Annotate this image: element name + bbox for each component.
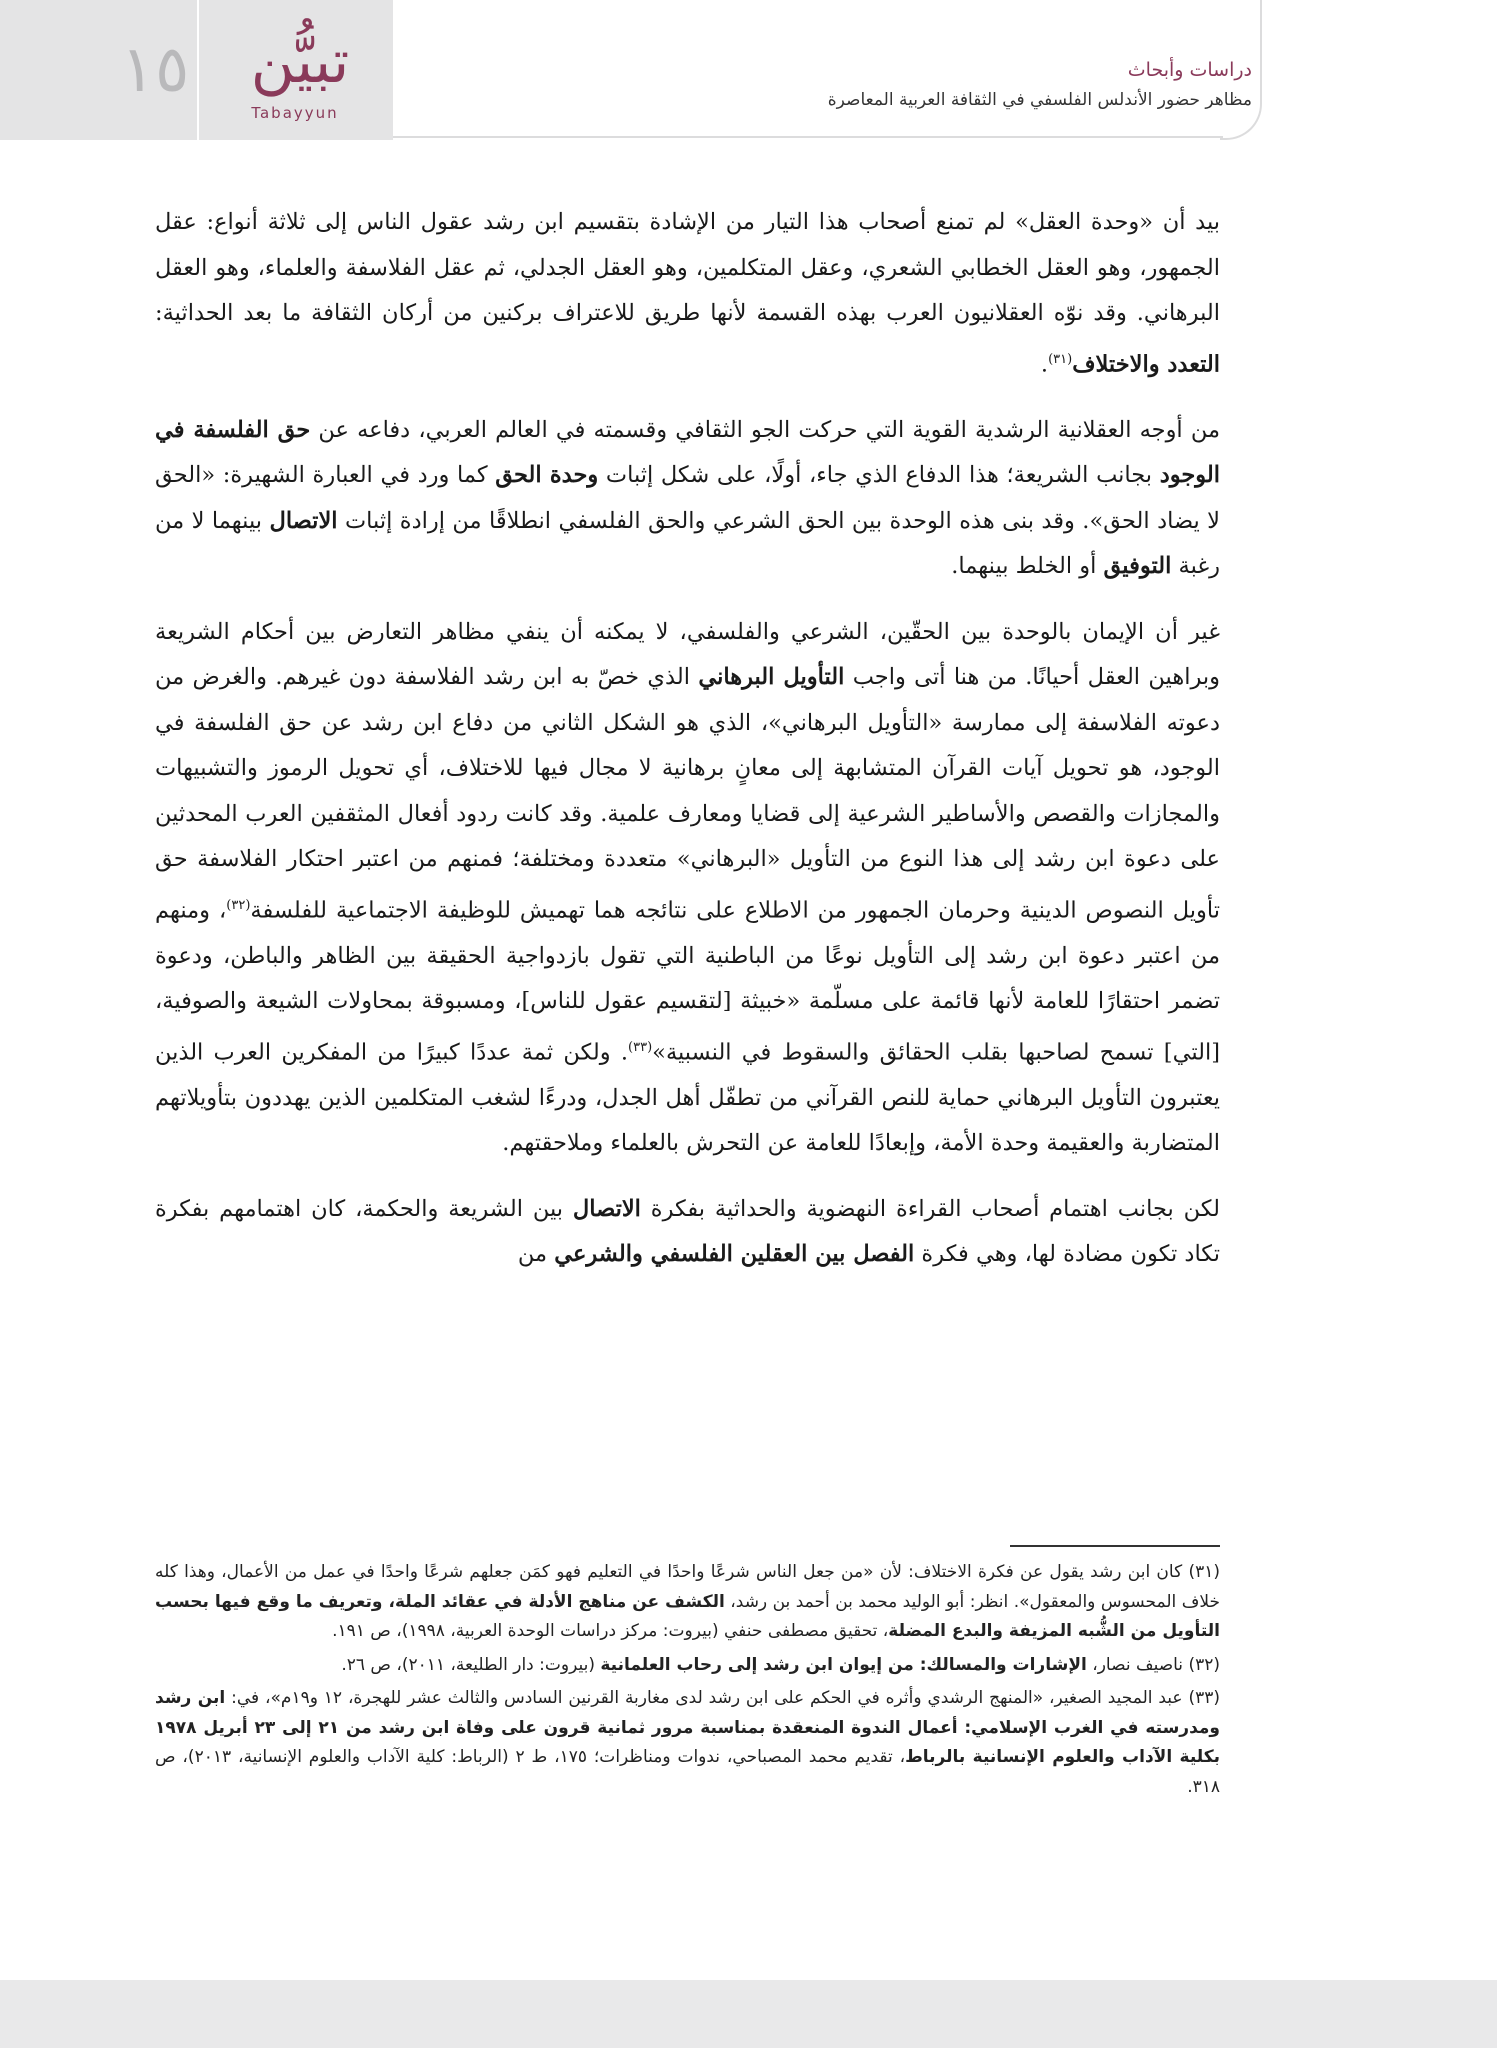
text-run: الذي خصّ به ابن رشد الفلاسفة دون غيرهم. والغرض من دعوته الفلاسفة إلى ممارسة «التأويل البرهاني»، الذي هو الشكل الثاني من دفاع ابن رشد عن حق الفلسفة في الوجود، هو تحويل آيات القرآن المتشابهة إلى معانٍ برهانية لا مجال فيها للاختلاف، أي تحويل الرموز والتشبيهات والمجازات والقصص والأساطير الشرعية إلى قضايا ومعارف علمية. وقد كانت ردود أفعال المثقفين العرب المحدثين على دعوة ابن رشد إلى هذا النوع من التأويل «البرهاني» متعددة ومختلفة؛ فمنهم من اعتبر احتكار الفلاسفة حق تأويل النصوص الدينية وحرمان الجمهور من الاطلاع على نتائجه هما تهميش للوظيفة الاجتماعية للفلسفة (155, 664, 1220, 923)
text-run: غير أن الإيمان بالوحدة بين الحقّين، الشرعي والفلسفي، لا يمكنه أن ينفي مظاهر التعارض بين أحكام الشريعة وبراهين العقل أحيانًا. من هنا أتى واجب (155, 618, 1220, 690)
text-run: من (517, 1241, 555, 1267)
book-title: ابن رشد ومدرسته في الغرب الإسلامي: أعمال الندوة المنعقدة بمناسبة مرور ثمانية قرون على وفاة ابن رشد من ٢١ إلى ٢٣ أبريل ١٩٧٨ بكلية الآداب والعلوم الإنسانية بالرباط (155, 1688, 1221, 1767)
logo-latin: Tabayyun (251, 104, 339, 122)
text-run: . ولكن ثمة عددًا كبيرًا من المفكرين العرب الذين يعتبرون التأويل البرهاني حماية للنص القرآني من تطفّل أهل الجدل، ودرءًا لشغب المتكلمين الذين يهددون بتأويلاتهم المتضاربة والعقيمة وحدة الأمة، وإبعادًا للعامة عن التحرش بالعلماء وملاحقتهم. (155, 1039, 1220, 1156)
bold-term: حق الفلسفة في الوجود (155, 416, 1220, 488)
paragraph-3 (155, 610, 1220, 1167)
page-bottom-band (0, 1980, 1497, 2048)
text-run: (٣١) كان ابن رشد يقول عن فكرة الاختلاف: لأن «من جعل الناس شرعًا واحدًا في التعليم فهو كمَن جعلهم شرعًا واحدًا في عمل من الأعمال، وهذا كله خلاف المحسوس والمعقول». انظر: أبو الوليد محمد بن أحمد بن رشد، (155, 1562, 1220, 1612)
footnote-separator (1010, 1545, 1220, 1547)
book-title: الإشارات والمسالك: من إيوان ابن رشد إلى رحاب العلمانية (600, 1654, 1087, 1675)
text-run: ، ومنهم من اعتبر دعوة ابن رشد إلى التأويل نوعًا من الباطنية التي تقول بازدواجية الحقيقة بين الظاهر والباطن، ودعوة تضمر احتقارًا للعامة لأنها قائمة على مسلّمة «خبيثة [لتقسيم عقول للناس]، ومسبوقة بمحاولات الشيعة والصوفية، [التي] تسمح لصاحبها بقلب الحقائق والسقوط في النسبية» (155, 897, 1221, 1065)
bold-term: الاتصال (572, 1195, 641, 1222)
text-run: ، تقديم محمد المصباحي، ندوات ومناظرات؛ ١٧٥، ط ٢ (الرباط: كلية الآداب والعلوم الإنسانية، ٢٠١٣)، ص ٣١٨. (155, 1747, 1220, 1797)
footnote-31 (155, 1558, 1220, 1647)
footnote-ref-33[interactable]: (٣٣) (628, 1039, 653, 1055)
book-title: الكشف عن مناهج الأدلة في عقائد الملة، وتعريف ما وقع فيها بحسب التأويل من الشُّبه المزيفة والبدع المضلة (155, 1591, 1220, 1641)
logo-arabic: تبيُّن (250, 27, 350, 97)
paragraph-4 (155, 1187, 1220, 1278)
footnote-ref-31[interactable]: (٣١) (1048, 351, 1073, 367)
bold-term: الفصل بين العقلين الفلسفي والشرعي (554, 1241, 915, 1267)
text-run: أو الخلط بينهما. (951, 553, 1104, 579)
text-run: ، تحقيق مصطفى حنفي (بيروت: مركز دراسات الوحدة العربية، ١٩٩٨)، ص ١٩١. (332, 1621, 889, 1641)
text-run: من أوجه العقلانية الرشدية القوية التي حركت الجو الثقافي وقسمته في العالم العربي، دفاعه عن (310, 416, 1220, 443)
running-title: مظاهر حضور الأندلس الفلسفي في الثقافة العربية المعاصرة (827, 90, 1252, 110)
bold-term: الاتصال (269, 507, 338, 534)
article-body (155, 200, 1220, 1298)
text-run: . (1040, 351, 1049, 377)
section-label: دراسات وأبحاث (1127, 59, 1252, 81)
tabayyun-logo (215, 22, 385, 132)
header-divider (197, 0, 199, 140)
footnote-33 (155, 1684, 1220, 1802)
footnote-ref-32[interactable]: (٣٢) (226, 897, 251, 913)
page-number: ١٥ (120, 33, 190, 107)
header-rule (393, 136, 1223, 138)
text-run: بيد أن «وحدة العقل» لم تمنع أصحاب هذا التيار من الإشادة بتقسيم ابن رشد عقول الناس إلى ثلاثة أنواع: عقل الجمهور، وهو العقل الخطابي الشعري، وعقل المتكلمين، وهو العقل الجدلي، ثم عقل الفلاسفة والعلماء، وهو العقل البرهاني. وقد نوّه العقلانيون العرب بهذه القسمة لأنها طريق للاعتراف بركنين من أركان الثقافة ما بعد الحداثية: (155, 209, 1220, 326)
text-run: لكن بجانب اهتمام أصحاب القراءة النهضوية والحداثية بفكرة (640, 1195, 1220, 1222)
text-run: (بيروت: دار الطليعة، ٢٠١١)، ص ٢٦. (341, 1654, 601, 1675)
bold-term: وحدة الحق (495, 462, 599, 488)
footnote-32 (155, 1651, 1220, 1681)
paragraph-1 (155, 200, 1220, 388)
footnotes (155, 1558, 1220, 1806)
text-run: كما ورد في العبارة الشهيرة: «الحق لا يضاد الحق». وقد بنى هذه الوحدة بين الحق الشرعي والحق الفلسفي انطلاقًا من إرادة إثبات (155, 462, 1221, 534)
bold-term: التأويل البرهاني (698, 664, 845, 690)
text-run: (٣٢) ناصيف نصار، (1086, 1654, 1220, 1675)
text-run: (٣٣) عبد المجيد الصغير، «المنهج الرشدي وأثره في الحكم على ابن رشد لدى مغاربة القرنين السادس والثالث عشر للهجرة، ١٢ و١٩م»، في: (225, 1688, 1220, 1708)
bold-term: التعدد والاختلاف (1072, 351, 1220, 377)
text-run: بجانب الشريعة؛ هذا الدفاع الذي جاء، أولًا، على شكل إثبات (598, 462, 1160, 488)
header-logo-panel (0, 0, 393, 140)
text-run: بين الشريعة والحكمة، كان اهتمامهم بفكرة تكاد تكون مضادة لها، وهي فكرة (155, 1195, 1220, 1267)
text-run: بينهما لا من رغبة (155, 507, 1220, 579)
paragraph-2 (155, 408, 1220, 590)
bold-term: التوفيق (1103, 553, 1172, 579)
